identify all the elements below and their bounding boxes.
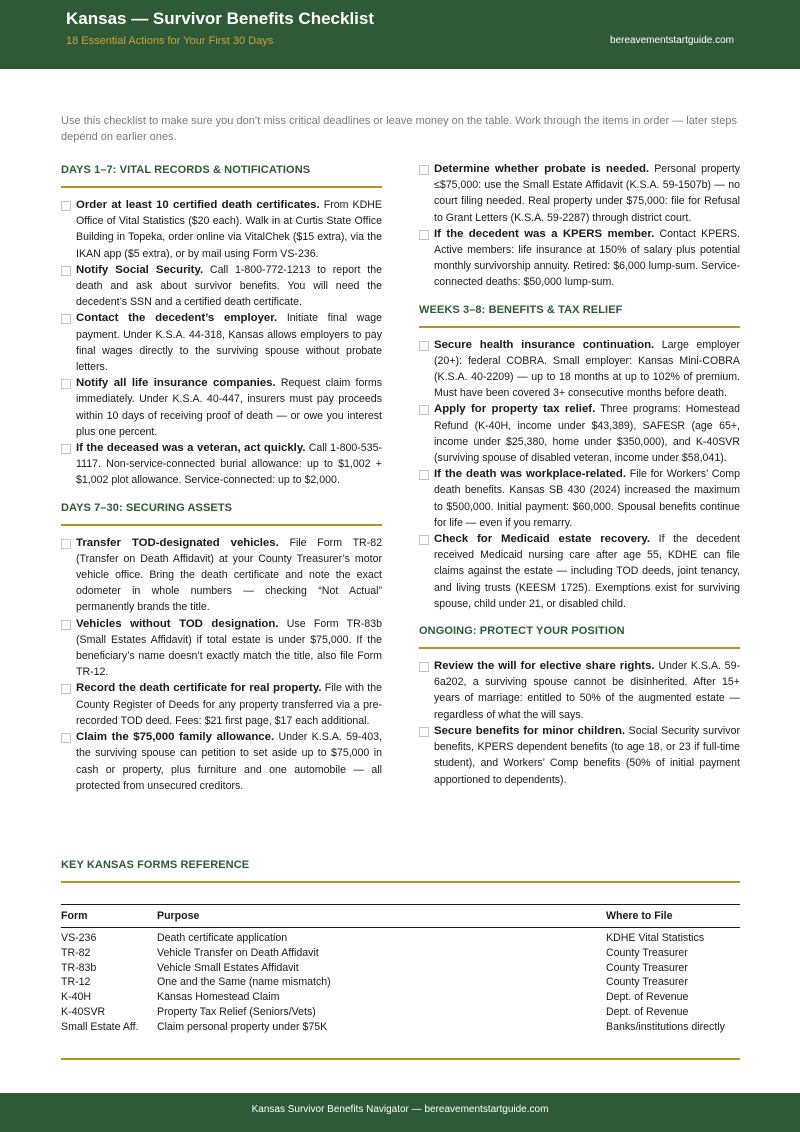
page-subtitle: 18 Essential Actions for Your First 30 Days	[66, 35, 274, 47]
table-row	[61, 990, 740, 1005]
checkbox-icon[interactable]	[61, 201, 71, 211]
table-row	[61, 975, 740, 990]
checkbox-icon[interactable]	[61, 684, 71, 694]
item-description: Call 1-800-772-1213 to report the death and ask about survivor benefits. You will need the decedent’s SSN and a certified death certificate.	[76, 263, 382, 309]
where-cell: County Treasurer	[606, 961, 688, 974]
form-cell: TR-12	[61, 976, 91, 989]
where-cell: County Treasurer	[606, 946, 688, 959]
section-rule	[61, 186, 382, 188]
item-description: Three programs: Homestead Refund (K-40H, income under $43,389), SAFESR (age 65+, income under $25,380, home under $350,000), and K-40SVR (surviving spouse of disabled veteran, income under $58,041).	[434, 403, 740, 465]
purpose-cell: One and the Same (name mismatch)	[157, 976, 331, 989]
item-description: Use Form TR-83b (Small Estates Affidavit) if total estate is under $75,000. If the beneficiary’s name doesn’t exactly match the title, also file Form TR-12.	[76, 617, 382, 679]
checkbox-icon[interactable]	[61, 444, 71, 454]
checkbox-icon[interactable]	[419, 165, 429, 175]
checklist-item	[419, 161, 740, 226]
table-row	[61, 946, 740, 961]
item-title: Notify Social Security.	[76, 263, 204, 276]
where-cell: Dept. of Revenue	[606, 1005, 689, 1018]
item-title: Notify all life insurance companies.	[76, 377, 276, 390]
checklist-item	[61, 262, 382, 311]
form-cell: VS-236	[61, 932, 97, 944]
section-heading: DAYS 1–7: VITAL RECORDS & NOTIFICATIONS	[61, 164, 311, 176]
section-rule	[419, 647, 740, 649]
table-row	[61, 1005, 740, 1020]
checkbox-icon[interactable]	[419, 405, 429, 415]
item-title: Contact the decedent’s employer.	[76, 312, 278, 325]
checklist-item	[61, 616, 382, 681]
table-header-row	[61, 905, 740, 928]
page-footer	[0, 1093, 800, 1132]
section-rule	[61, 524, 382, 526]
checkbox-icon[interactable]	[61, 733, 71, 743]
checkbox-icon[interactable]	[61, 539, 71, 549]
item-title: If the deceased was a veteran, act quickly.	[76, 442, 306, 455]
where-cell: KDHE Vital Statistics	[606, 932, 705, 944]
form-cell: K-40SVR	[61, 1005, 106, 1018]
where-cell: Banks/institutions directly	[606, 1020, 725, 1033]
checklist-item	[419, 531, 740, 612]
item-title: Determine whether probate is needed.	[434, 163, 650, 175]
where-cell: Dept. of Revenue	[606, 991, 689, 1004]
section-gap	[419, 291, 740, 301]
forms-section	[61, 856, 740, 892]
item-title: Order at least 10 certified death certificates.	[76, 199, 320, 211]
item-description: Personal property ≤$75,000: use the Small Estate Affidavit (K.S.A. 59-1507b) — no court filing needed. Real property under $75,000: file for Refusal to Grant Letters (K.S.A. 59-2287) through district court.	[434, 163, 740, 224]
section-gap	[61, 489, 382, 499]
item-title: Secure benefits for minor children.	[434, 724, 626, 737]
checkbox-icon[interactable]	[61, 266, 71, 276]
item-description: Request claim forms immediately. Under K.S.A. 40-447, insurers must pay proceeds within 10 days of receiving proof of death — or owe you interest plus one percent.	[76, 377, 382, 438]
form-cell: TR-82	[61, 946, 91, 959]
footer-text: Kansas Survivor Benefits Navigator — bereavementstartguide.com	[251, 1104, 549, 1115]
checklist-item	[61, 310, 382, 375]
item-description: Social Security survivor benefits, KPERS dependent benefits (to age 18, or 23 if full-time student), and Workers’ Comp benefits (50% of initial payment apportioned to dependents).	[434, 724, 740, 786]
item-title: Transfer TOD-designated vehicles.	[76, 536, 279, 549]
item-title: Claim the $75,000 family allowance.	[76, 731, 275, 744]
checklist-item	[419, 466, 740, 531]
checklist-item	[61, 440, 382, 489]
forms-table-body	[61, 928, 740, 1035]
checkbox-icon[interactable]	[419, 535, 429, 545]
checklist-item	[419, 658, 740, 723]
checkbox-icon[interactable]	[61, 620, 71, 630]
purpose-cell: Claim personal property under $75K	[157, 1020, 328, 1033]
column-header-form: Form	[61, 905, 157, 928]
form-cell: Small Estate Aff.	[61, 1020, 139, 1033]
table-row	[61, 1020, 740, 1035]
page-title: Kansas — Survivor Benefits Checklist	[66, 9, 375, 28]
section-heading: ONGOING: PROTECT YOUR POSITION	[419, 625, 625, 638]
header-site-link[interactable]: bereavementstartguide.com	[610, 35, 734, 46]
item-description: Under K.S.A. 59-403, the surviving spouse can petition to set aside up to $75,000 in cash or property, plus furniture and one automobile — all protected from unsecured creditors.	[76, 731, 382, 792]
purpose-cell: Kansas Homestead Claim	[157, 991, 280, 1004]
item-title: Review the will for elective share rights.	[434, 660, 655, 673]
section-gap	[419, 612, 740, 622]
right-column	[419, 161, 740, 788]
column-header-where: Where to File	[606, 905, 740, 928]
column-header-purpose: Purpose	[157, 905, 606, 928]
table-row	[61, 961, 740, 976]
checkbox-icon[interactable]	[61, 379, 71, 389]
forms-table	[61, 904, 740, 1035]
item-title: If the decedent was a KPERS member.	[434, 227, 655, 240]
item-description: Large employer (20+): federal COBRA. Small employer: Kansas Mini-COBRA (K.S.A. 40-2209) — up to 18 months at up to 102% of premium. Must have been covered 3+ consecutive months before death.	[434, 338, 740, 400]
item-description: Under K.S.A. 59-6a202, a surviving spouse cannot be disinherited. After 15+ years of marriage: entitled to 50% of the augmented estate — regardless of what the will says.	[434, 660, 740, 721]
item-description: If the decedent received Medicaid nursing care after age 55, KDHE can file claims against the estate — including TOD deeds, joint tenancy, and living trusts (KEESM 1725). Exemptions exist for surviving spouse, child under 21, or disabled child.	[434, 533, 740, 610]
item-title: Secure health insurance continuation.	[434, 338, 655, 351]
checkbox-icon[interactable]	[419, 470, 429, 480]
section-heading: KEY KANSAS FORMS REFERENCE	[61, 859, 250, 871]
checklist-item	[419, 226, 740, 291]
intro-text: Use this checklist to make sure you don’t miss critical deadlines or leave money on the table. Work through the items in order — later steps depend on earlier ones.	[61, 115, 737, 143]
form-cell: TR-83b	[61, 961, 97, 974]
item-description: File for Workers’ Comp death benefits. Kansas SB 430 (2024) increased the maximum to $500,000. Initial payment: $60,000. Spousal benefits continue for life — even if you remarry.	[434, 468, 740, 529]
item-title: Vehicles without TOD designation.	[76, 617, 279, 630]
item-description: Initiate final wage payment. Under K.S.A. 44-318, Kansas allows employers to pay final wages directly to the surviving spouse without probate letters.	[76, 312, 382, 374]
checklist-item	[61, 729, 382, 794]
purpose-cell: Vehicle Small Estates Affidavit	[157, 961, 299, 974]
item-title: Apply for property tax relief.	[434, 403, 596, 416]
section-rule	[61, 881, 740, 883]
checkbox-icon[interactable]	[419, 230, 429, 240]
item-description: Contact KPERS. Active members: life insurance at 150% of salary plus potential monthly survivorship annuity. Retired: $6,000 lump-sum. Service-connected deaths: $50,000 lump-sum.	[434, 227, 740, 289]
checklist-item	[419, 401, 740, 466]
item-description: File with the County Register of Deeds for any property transferred via a pre-recorded TOD deed. Fees: $21 first page, $17 each additional.	[76, 682, 382, 727]
page-header	[0, 0, 800, 69]
checklist-item	[419, 337, 740, 402]
item-title: Check for Medicaid estate recovery.	[434, 533, 651, 546]
left-column	[61, 161, 382, 794]
checkbox-icon[interactable]	[419, 662, 429, 672]
purpose-cell: Vehicle Transfer on Death Affidavit	[157, 946, 319, 959]
section-heading: WEEKS 3–8: BENEFITS & TAX RELIEF	[419, 303, 623, 316]
bottom-rule	[61, 1058, 740, 1060]
checkbox-icon[interactable]	[419, 341, 429, 351]
table-row	[61, 928, 740, 946]
item-title: Record the death certificate for real property.	[76, 682, 322, 695]
where-cell: County Treasurer	[606, 976, 688, 989]
section-heading: DAYS 7–30: SECURING ASSETS	[61, 501, 233, 514]
checkbox-icon[interactable]	[61, 314, 71, 324]
item-title: If the death was workplace-related.	[434, 468, 626, 481]
purpose-cell: Property Tax Relief (Seniors/Vets)	[157, 1005, 316, 1018]
form-cell: K-40H	[61, 991, 92, 1004]
checklist-item	[61, 197, 382, 262]
checklist-item	[419, 723, 740, 788]
checkbox-icon[interactable]	[419, 727, 429, 737]
checklist-item	[61, 680, 382, 729]
section-rule	[419, 326, 740, 328]
item-description: From KDHE Office of Vital Statistics ($20 each). Walk in at Curtis State Office Building in Topeka, order online via VitalChek ($15 extra), via the IKAN app ($5 extra), or by mail using Form VS-236.	[76, 199, 382, 260]
purpose-cell: Death certificate application	[157, 932, 288, 944]
checklist-item	[61, 535, 382, 616]
item-description: File Form TR-82 (Transfer on Death Affidavit) at your County Treasurer’s motor vehicle office. Bring the death certificate and note the exact odometer in whole numbers — checking “Not Actual” permanently brands the title.	[76, 536, 383, 614]
item-description: Call 1-800-535-1117. Non-service-connected burial allowance: up to $1,002 + $1,002 plot allowance. Service-connected: up to $2,000.	[76, 442, 382, 487]
checklist-item	[61, 375, 382, 440]
